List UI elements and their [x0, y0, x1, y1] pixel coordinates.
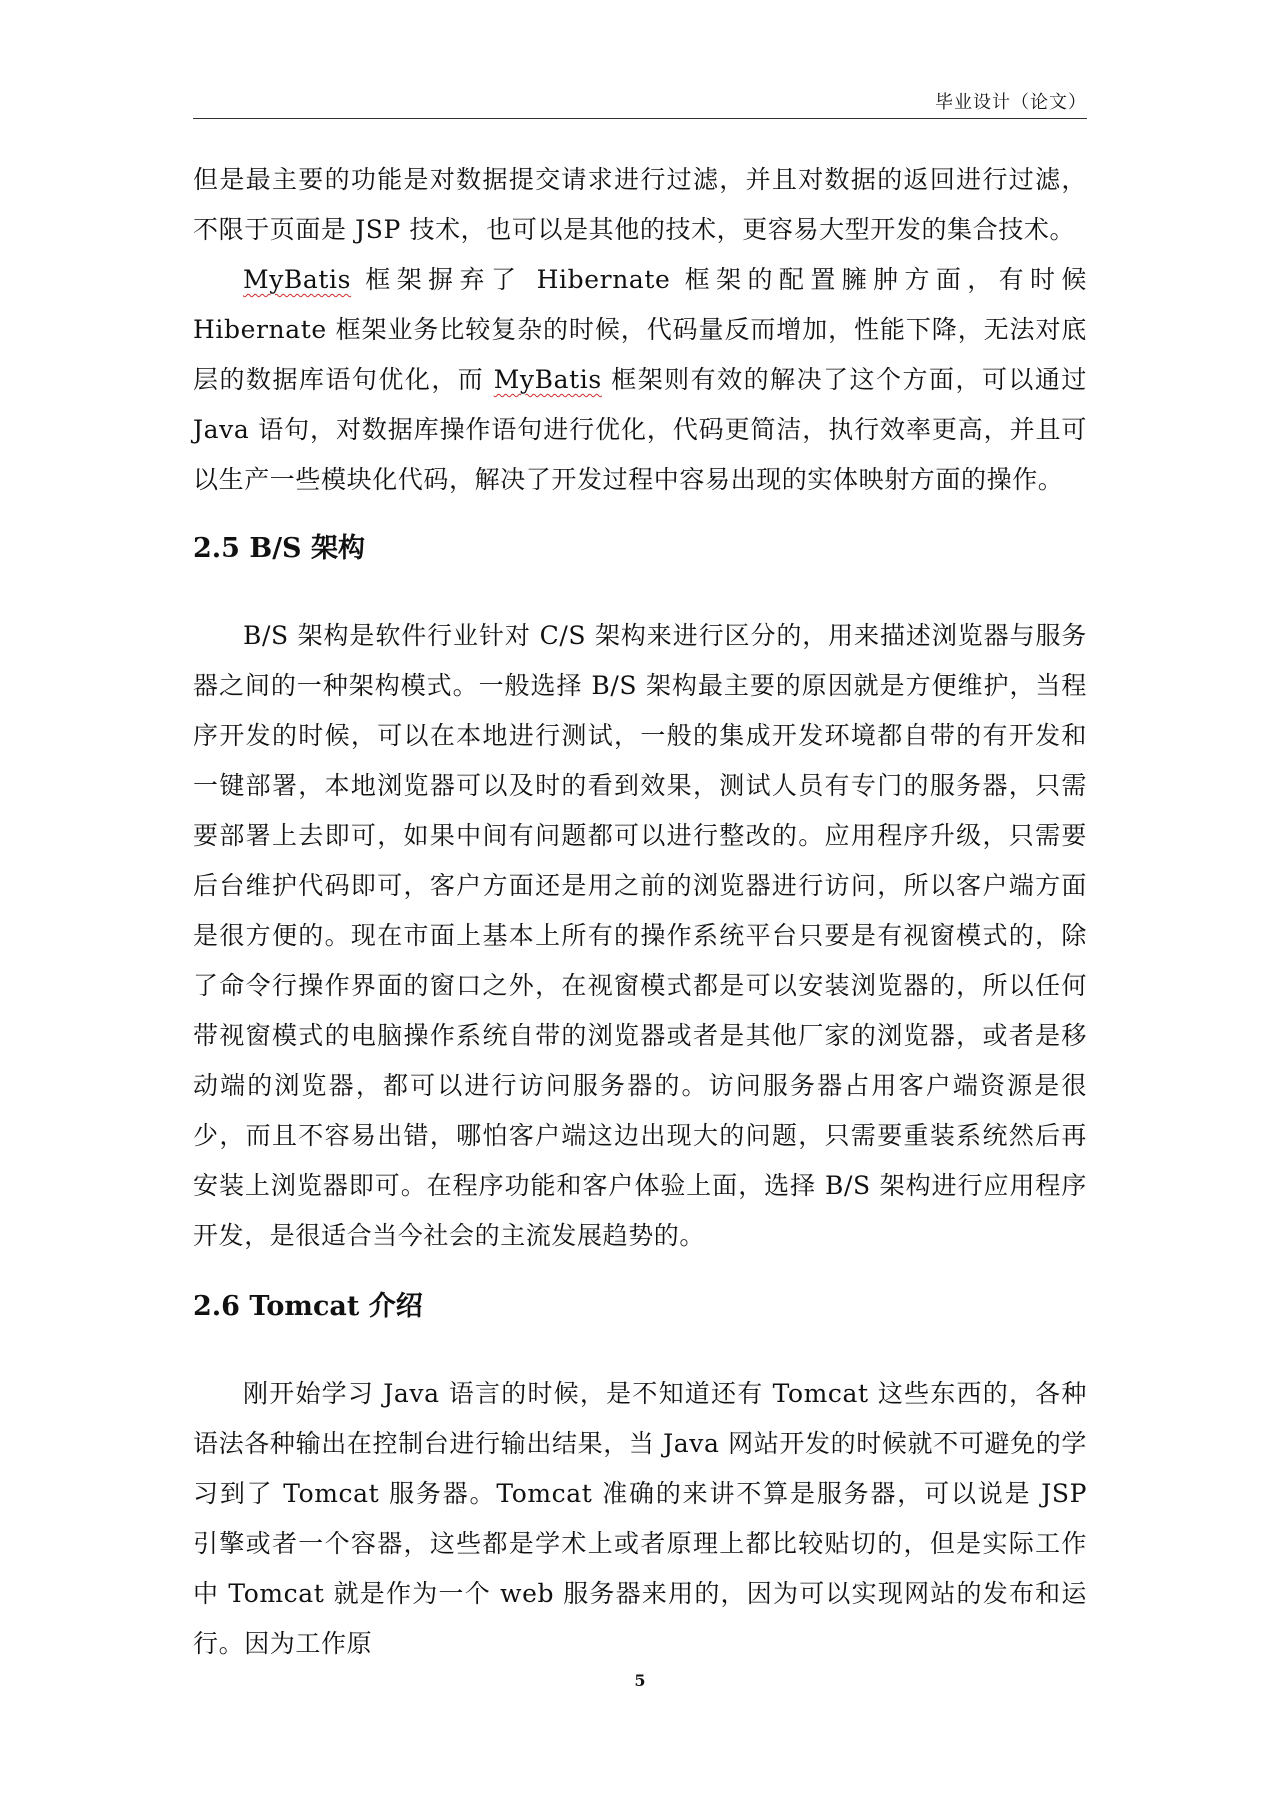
- page-content: [193, 155, 1087, 1669]
- paragraph-bs-architecture: B/S 架构是软件行业针对 C/S 架构来进行区分的，用来描述浏览器与服务器之间的一种架构模式。一般选择 B/S 架构最主要的原因就是方便维护，当程序开发的时候，可以在本地进行测试，一般的集成开发环境都自带的有开发和一键部署，本地浏览器可以及时的看到效果，测试人员有专门的服务器，只需要部署上去即可，如果中间有问题都可以进行整改的。应用程序升级，只需要后台维护代码即可，客户方面还是用之前的浏览器进行访问，所以客户端方面是很方便的。现在市面上基本上所有的操作系统平台只要是有视窗模式的，除了命令行操作界面的窗口之外，在视窗模式都是可以安装浏览器的，所以任何带视窗模式的电脑操作系统自带的浏览器或者是其他厂家的浏览器，或者是移动端的浏览器，都可以进行访问服务器的。访问服务器占用客户端资源是很少，而且不容易出错，哪怕客户端这边出现大的问题，只需要重装系统然后再安装上浏览器即可。在程序功能和客户体验上面，选择 B/S 架构进行应用程序开发，是很适合当今社会的主流发展趋势的。: [193, 621, 1087, 1250]
- page-number: 5: [634, 1671, 646, 1690]
- term-mybatis: MyBatis: [243, 265, 352, 294]
- section-heading-tomcat: 2.6 Tomcat 介绍: [193, 1291, 423, 1322]
- term-mybatis-2: MyBatis: [493, 365, 602, 394]
- paragraph-mybatis-text-2: 框架则有效的解决了这个方面，可以通过 Java 语句，对数据库操作语句进行优化，代码更简洁，执行效率更高，并且可以生产一些模块化代码，解决了开发过程中容易出现的实体映射方面的操作。: [193, 365, 1087, 494]
- paragraph-filter-summary: 但是最主要的功能是对数据提交请求进行过滤，并且对数据的返回进行过滤，不限于页面是 JSP 技术，也可以是其他的技术，更容易大型开发的集合技术。: [193, 165, 1087, 244]
- header-divider: [193, 118, 1087, 119]
- paragraph-mybatis: [193, 255, 1087, 505]
- paragraph-tomcat: 刚开始学习 Java 语言的时候，是不知道还有 Tomcat 这些东西的，各种语法各种输出在控制台进行输出结果，当 Java 网站开发的时候就不可避免的学习到了 Tomcat 服务器。Tomcat 准确的来讲不算是服务器，可以说是 JSP 引擎或者一个容器，这些都是学术上或者原理上都比较贴切的，但是实际工作中 Tomcat 就是作为一个 web 服务器来用的，因为可以实现网站的发布和运行。因为工作原: [193, 1379, 1087, 1658]
- page-header-title: 毕业设计（论文）: [935, 92, 1087, 113]
- section-heading-bs-architecture: 2.5 B/S 架构: [193, 533, 365, 564]
- paragraph-mybatis-text-1: 框架摒弃了 Hibernate 框架的配置臃肿方面，有时候 Hibernate 框架业务比较复杂的时候，代码量反而增加，性能下降，无法对底层的数据库语句优化，而: [193, 265, 1087, 394]
